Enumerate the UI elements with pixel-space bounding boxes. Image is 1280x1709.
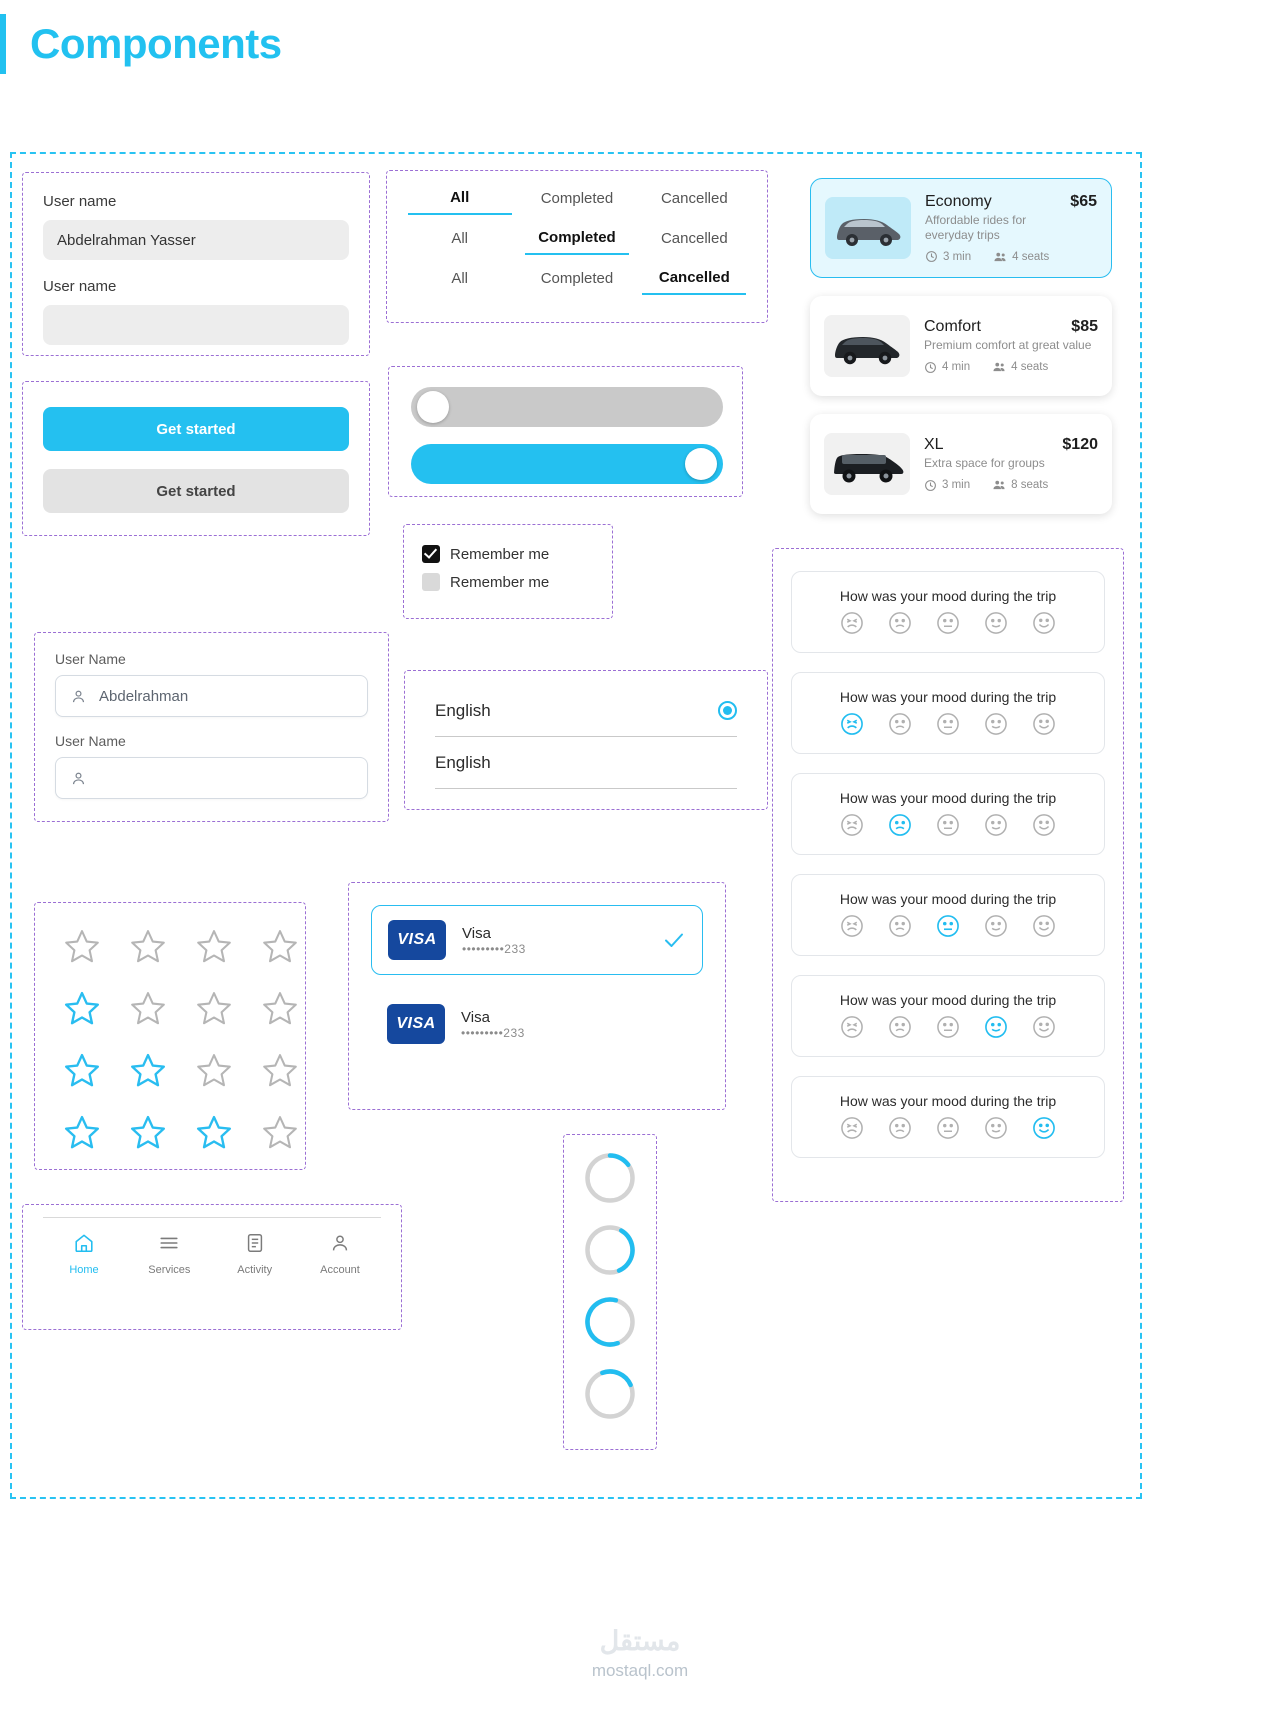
slight-smile-face-icon[interactable] xyxy=(983,711,1009,737)
ride-name-comfort: Comfort xyxy=(924,318,981,335)
ride-seats-comfort xyxy=(992,360,1048,374)
mood-question-6: How was your mood during the trip xyxy=(839,1093,1057,1109)
car-icon xyxy=(829,205,907,251)
star-icon-active[interactable] xyxy=(49,1101,115,1163)
toggle-knob xyxy=(685,448,717,480)
happy-face-icon[interactable] xyxy=(1031,913,1057,939)
person-icon xyxy=(70,688,87,705)
star-icon-active[interactable] xyxy=(115,1039,181,1101)
ride-name-economy: Economy xyxy=(925,192,992,210)
get-started-secondary-button[interactable]: Get started xyxy=(43,469,349,513)
neutral-face-icon[interactable] xyxy=(935,1014,961,1040)
mood-face-row-5 xyxy=(839,1014,1057,1040)
neutral-face-icon[interactable] xyxy=(935,1115,961,1141)
sad-face-icon[interactable] xyxy=(887,711,913,737)
mood-question-3: How was your mood during the trip xyxy=(839,790,1057,806)
star-icon[interactable] xyxy=(181,977,247,1039)
check-icon xyxy=(662,928,686,952)
car-icon xyxy=(828,323,906,369)
footer-arabic-label: مستقل xyxy=(599,1626,681,1656)
mood-question-1: How was your mood during the trip xyxy=(839,588,1057,604)
slight-smile-face-icon[interactable] xyxy=(983,1115,1009,1141)
visa-logo-icon: VISA xyxy=(388,920,446,960)
ride-desc-economy: Affordable rides for everyday trips xyxy=(925,212,1027,242)
group-radio-list xyxy=(404,670,768,810)
tab-completed-2[interactable]: Completed xyxy=(525,229,629,255)
tab-row-2 xyxy=(401,229,753,255)
ride-thumbnail-economy xyxy=(825,197,911,259)
user-name-label-1: User name xyxy=(43,193,117,210)
tab-row-1 xyxy=(401,189,753,215)
mood-face-row-6 xyxy=(839,1115,1057,1141)
page-header xyxy=(0,14,282,74)
ride-thumbnail-comfort xyxy=(824,315,910,377)
happy-face-icon[interactable] xyxy=(1031,1014,1057,1040)
group-outlined-inputs xyxy=(34,632,389,822)
tab-cancelled-2[interactable]: Cancelled xyxy=(660,230,728,247)
slight-smile-face-icon[interactable] xyxy=(983,610,1009,636)
tab-all-1[interactable]: All xyxy=(408,189,512,215)
seats-icon xyxy=(992,478,1006,492)
ride-price-comfort: $85 xyxy=(1071,318,1098,335)
very-sad-face-icon-active[interactable] xyxy=(839,711,865,737)
menu-icon xyxy=(158,1232,180,1254)
nav-item-services[interactable] xyxy=(128,1232,210,1276)
mood-face-row-3 xyxy=(839,812,1057,838)
very-sad-face-icon[interactable] xyxy=(839,913,865,939)
happy-face-icon[interactable] xyxy=(1031,610,1057,636)
star-rating-grid xyxy=(49,915,305,1163)
group-star-rating xyxy=(34,902,306,1170)
slight-smile-face-icon[interactable] xyxy=(983,913,1009,939)
ride-info-xl xyxy=(924,436,1098,492)
group-buttons xyxy=(22,381,370,536)
mood-card-6[interactable] xyxy=(791,1076,1105,1158)
document-icon xyxy=(244,1232,266,1254)
bottom-nav xyxy=(43,1217,381,1276)
mood-question-5: How was your mood during the trip xyxy=(839,992,1057,1008)
group-mood-rating xyxy=(772,548,1124,1202)
clock-icon xyxy=(924,479,937,492)
nav-label-services: Services xyxy=(148,1264,191,1276)
ride-seats-xl xyxy=(992,478,1048,492)
radio-label-2: English xyxy=(435,752,491,772)
star-icon[interactable] xyxy=(181,1039,247,1101)
tab-all-3[interactable]: All xyxy=(451,270,468,287)
outlined-label-1: User Name xyxy=(55,651,126,667)
payment-card-number-1: •••••••••233 xyxy=(462,941,526,956)
checkbox-unchecked-icon[interactable] xyxy=(422,573,440,591)
sad-face-icon-active[interactable] xyxy=(887,812,913,838)
mood-card-3[interactable] xyxy=(791,773,1105,855)
group-spinners xyxy=(563,1134,657,1450)
mood-question-2: How was your mood during the trip xyxy=(839,689,1057,705)
footer-logo xyxy=(0,1626,1280,1681)
nav-item-home[interactable] xyxy=(43,1232,125,1276)
mood-face-row-1 xyxy=(839,610,1057,636)
group-toggles xyxy=(388,366,743,497)
tab-cancelled-1[interactable]: Cancelled xyxy=(660,190,728,207)
seats-icon xyxy=(993,250,1007,264)
nav-label-activity: Activity xyxy=(237,1264,273,1276)
group-checkboxes xyxy=(403,524,613,619)
ride-price-economy: $65 xyxy=(1070,192,1097,210)
star-icon[interactable] xyxy=(115,977,181,1039)
radio-selected-icon[interactable] xyxy=(718,701,737,720)
sad-face-icon[interactable] xyxy=(887,610,913,636)
checkbox-checked-icon[interactable] xyxy=(422,545,440,563)
neutral-face-icon[interactable] xyxy=(935,812,961,838)
payment-card-visa-selected[interactable] xyxy=(371,905,703,975)
mood-question-4: How was your mood during the trip xyxy=(839,891,1057,907)
tab-cancelled-3[interactable]: Cancelled xyxy=(642,269,746,295)
payment-card-name-2: Visa xyxy=(461,1008,490,1026)
toggle-knob xyxy=(417,391,449,423)
outlined-input-value-1: Abdelrahman xyxy=(99,687,189,705)
ride-eta-xl xyxy=(924,479,970,492)
ride-desc-comfort: Premium comfort at great value xyxy=(924,338,1092,352)
star-icon[interactable] xyxy=(115,915,181,977)
group-tabs xyxy=(386,170,768,323)
group-text-fields xyxy=(22,172,370,356)
tab-row-3 xyxy=(401,269,753,295)
very-sad-face-icon[interactable] xyxy=(839,610,865,636)
ride-card-economy[interactable] xyxy=(810,178,1112,278)
mood-card-5[interactable] xyxy=(791,975,1105,1057)
radio-label-1: English xyxy=(435,700,491,720)
ride-card-xl[interactable] xyxy=(810,414,1112,514)
payment-card-number-2: •••••••••233 xyxy=(461,1025,525,1040)
outlined-input-2[interactable] xyxy=(55,757,368,799)
nav-label-account: Account xyxy=(320,1264,360,1276)
ride-info-economy xyxy=(925,193,1097,264)
tab-all-2[interactable]: All xyxy=(451,230,468,247)
star-icon[interactable] xyxy=(181,915,247,977)
ride-name-xl: XL xyxy=(924,436,944,453)
star-icon-active[interactable] xyxy=(49,1039,115,1101)
ride-eta-comfort xyxy=(924,361,970,374)
ride-eta-label: 4 min xyxy=(942,361,971,373)
group-bottom-nav xyxy=(22,1204,402,1330)
very-sad-face-icon[interactable] xyxy=(839,1014,865,1040)
radio-row-english-selected[interactable] xyxy=(435,685,737,737)
ride-eta-label: 3 min xyxy=(943,250,972,263)
radio-row-english-unselected[interactable] xyxy=(435,737,737,789)
remember-me-label-1: Remember me xyxy=(450,545,550,563)
ride-eta-label: 3 min xyxy=(942,479,971,491)
home-icon xyxy=(73,1232,95,1254)
get-started-primary-button[interactable]: Get started xyxy=(43,407,349,451)
neutral-face-icon-active[interactable] xyxy=(935,913,961,939)
person-icon xyxy=(70,770,87,787)
mood-card-1[interactable] xyxy=(791,571,1105,653)
nav-item-activity[interactable] xyxy=(214,1232,296,1276)
group-payment-methods xyxy=(348,882,726,1110)
user-name-label-2: User name xyxy=(43,278,117,295)
remember-me-row-checked[interactable] xyxy=(422,545,594,563)
radio-inner-dot xyxy=(723,706,732,715)
title-accent-bar xyxy=(0,14,6,74)
happy-face-icon[interactable] xyxy=(1031,711,1057,737)
toggle-on[interactable] xyxy=(411,444,723,484)
mood-card-4[interactable] xyxy=(791,874,1105,956)
tab-completed-1[interactable]: Completed xyxy=(540,190,614,207)
mood-face-row-4 xyxy=(839,913,1057,939)
star-icon[interactable] xyxy=(247,1101,313,1163)
happy-face-icon[interactable] xyxy=(1031,812,1057,838)
nav-item-account[interactable] xyxy=(299,1232,381,1276)
star-icon-active[interactable] xyxy=(181,1101,247,1163)
ride-seats-label: 4 seats xyxy=(1011,361,1049,373)
ride-eta-economy xyxy=(925,250,971,263)
payment-card-name-1: Visa xyxy=(462,924,491,942)
neutral-face-icon[interactable] xyxy=(935,610,961,636)
person-icon xyxy=(329,1232,351,1254)
sad-face-icon[interactable] xyxy=(887,1115,913,1141)
visa-logo-icon: VISA xyxy=(387,1004,445,1044)
ride-seats-economy xyxy=(993,250,1049,264)
clock-icon xyxy=(925,250,938,263)
ride-options-list xyxy=(810,178,1112,514)
very-sad-face-icon[interactable] xyxy=(839,812,865,838)
ride-price-xl: $120 xyxy=(1062,436,1098,453)
seats-icon xyxy=(992,360,1006,374)
ride-seats-label: 8 seats xyxy=(1011,479,1049,491)
slight-smile-face-icon[interactable] xyxy=(983,812,1009,838)
ride-seats-label: 4 seats xyxy=(1012,250,1050,263)
sad-face-icon[interactable] xyxy=(887,913,913,939)
nav-label-home: Home xyxy=(69,1264,99,1276)
ride-desc-xl: Extra space for groups xyxy=(924,456,1045,470)
mood-face-row-2 xyxy=(839,711,1057,737)
remember-me-row-unchecked[interactable] xyxy=(422,573,594,591)
star-icon[interactable] xyxy=(49,915,115,977)
ride-card-comfort[interactable] xyxy=(810,296,1112,396)
remember-me-label-2: Remember me xyxy=(450,573,550,591)
progress-spinner-85 xyxy=(583,1367,637,1421)
outlined-input-1[interactable] xyxy=(55,675,368,717)
page-title: Components xyxy=(30,20,282,67)
user-name-input-1[interactable]: Abdelrahman Yasser xyxy=(43,220,349,260)
outlined-label-2: User Name xyxy=(55,733,126,749)
ride-thumbnail-xl xyxy=(824,433,910,495)
user-name-input-2[interactable] xyxy=(43,305,349,345)
neutral-face-icon[interactable] xyxy=(935,711,961,737)
star-icon-active[interactable] xyxy=(115,1101,181,1163)
payment-card-visa-unselected[interactable] xyxy=(371,989,703,1059)
spinner-list xyxy=(564,1151,656,1421)
car-icon xyxy=(828,441,906,487)
slight-smile-face-icon-active[interactable] xyxy=(983,1014,1009,1040)
footer-site-label: mostaql.com xyxy=(591,1661,689,1680)
progress-spinner-35 xyxy=(583,1223,637,1277)
clock-icon xyxy=(924,361,937,374)
mood-card-2[interactable] xyxy=(791,672,1105,754)
star-icon[interactable] xyxy=(247,977,313,1039)
star-icon-active[interactable] xyxy=(49,977,115,1039)
ride-info-comfort xyxy=(924,318,1098,374)
happy-face-icon-active[interactable] xyxy=(1031,1115,1057,1141)
progress-spinner-60 xyxy=(583,1295,637,1349)
star-icon[interactable] xyxy=(247,915,313,977)
very-sad-face-icon[interactable] xyxy=(839,1115,865,1141)
sad-face-icon[interactable] xyxy=(887,1014,913,1040)
toggle-off[interactable] xyxy=(411,387,723,427)
star-icon[interactable] xyxy=(247,1039,313,1101)
progress-spinner-15 xyxy=(583,1151,637,1205)
tab-completed-3[interactable]: Completed xyxy=(540,270,614,287)
